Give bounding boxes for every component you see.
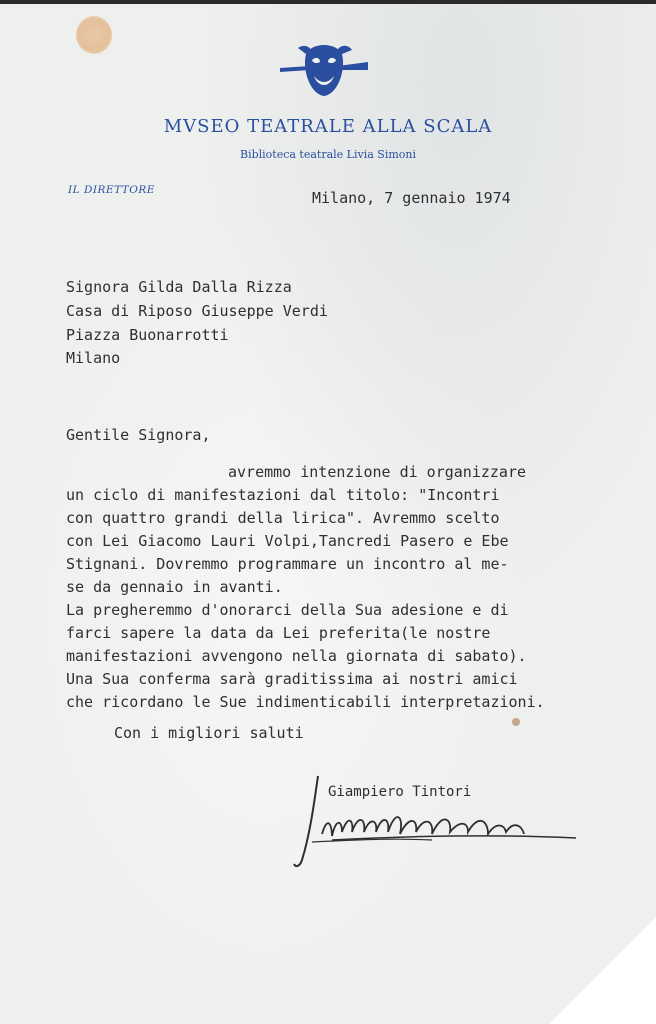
- body-line: con Lei Giacomo Lauri Volpi,Tancredi Pasero e Ebe: [66, 532, 509, 550]
- body-line: manifestazioni avvengono nella giornata di sabato).: [66, 647, 527, 665]
- body-line: che ricordano le Sue indimenticabili interpretazioni.: [66, 693, 545, 711]
- closing: Con i migliori saluti: [114, 724, 304, 742]
- director-label: IL DIRETTORE: [68, 184, 155, 196]
- recipient-line: Piazza Buonarrotti: [66, 326, 229, 344]
- body-line: farci sapere la data da Lei preferita(le nostre: [66, 624, 491, 642]
- recipient-line: Casa di Riposo Giuseppe Verdi: [66, 302, 328, 320]
- body-line: con quattro grandi della lirica". Avremmo scelto: [66, 509, 500, 527]
- handwritten-signature: [292, 774, 582, 870]
- museum-title: MVSEO TEATRALE ALLA SCALA: [163, 116, 493, 137]
- theatre-mask-logo-icon: [276, 40, 372, 102]
- body-line: Stignani. Dovremmo programmare un incontro al me-: [66, 555, 509, 573]
- torn-corner: [536, 904, 656, 1024]
- body-line: se da gennaio in avanti.: [66, 578, 283, 596]
- letter-page: [0, 4, 656, 1024]
- salutation: Gentile Signora,: [66, 426, 211, 444]
- body-line: avremmo intenzione di organizzare: [228, 463, 527, 481]
- paper-stain: [76, 16, 112, 54]
- signatory-name: Giampiero Tintori: [328, 784, 472, 800]
- body-line: La pregheremmo d'onorarci della Sua adesione e di: [66, 601, 509, 619]
- body-line: Una Sua conferma sarà graditissima ai nostri amici: [66, 670, 518, 688]
- recipient-line: Milano: [66, 349, 121, 367]
- recipient-line: Signora Gilda Dalla Rizza: [66, 278, 292, 296]
- body-line: un ciclo di manifestazioni dal titolo: "Incontri: [66, 486, 500, 504]
- ink-spot: [512, 718, 520, 726]
- letter-date: Milano, 7 gennaio 1974: [312, 189, 511, 207]
- library-subtitle: Biblioteca teatrale Livia Simoni: [239, 148, 417, 161]
